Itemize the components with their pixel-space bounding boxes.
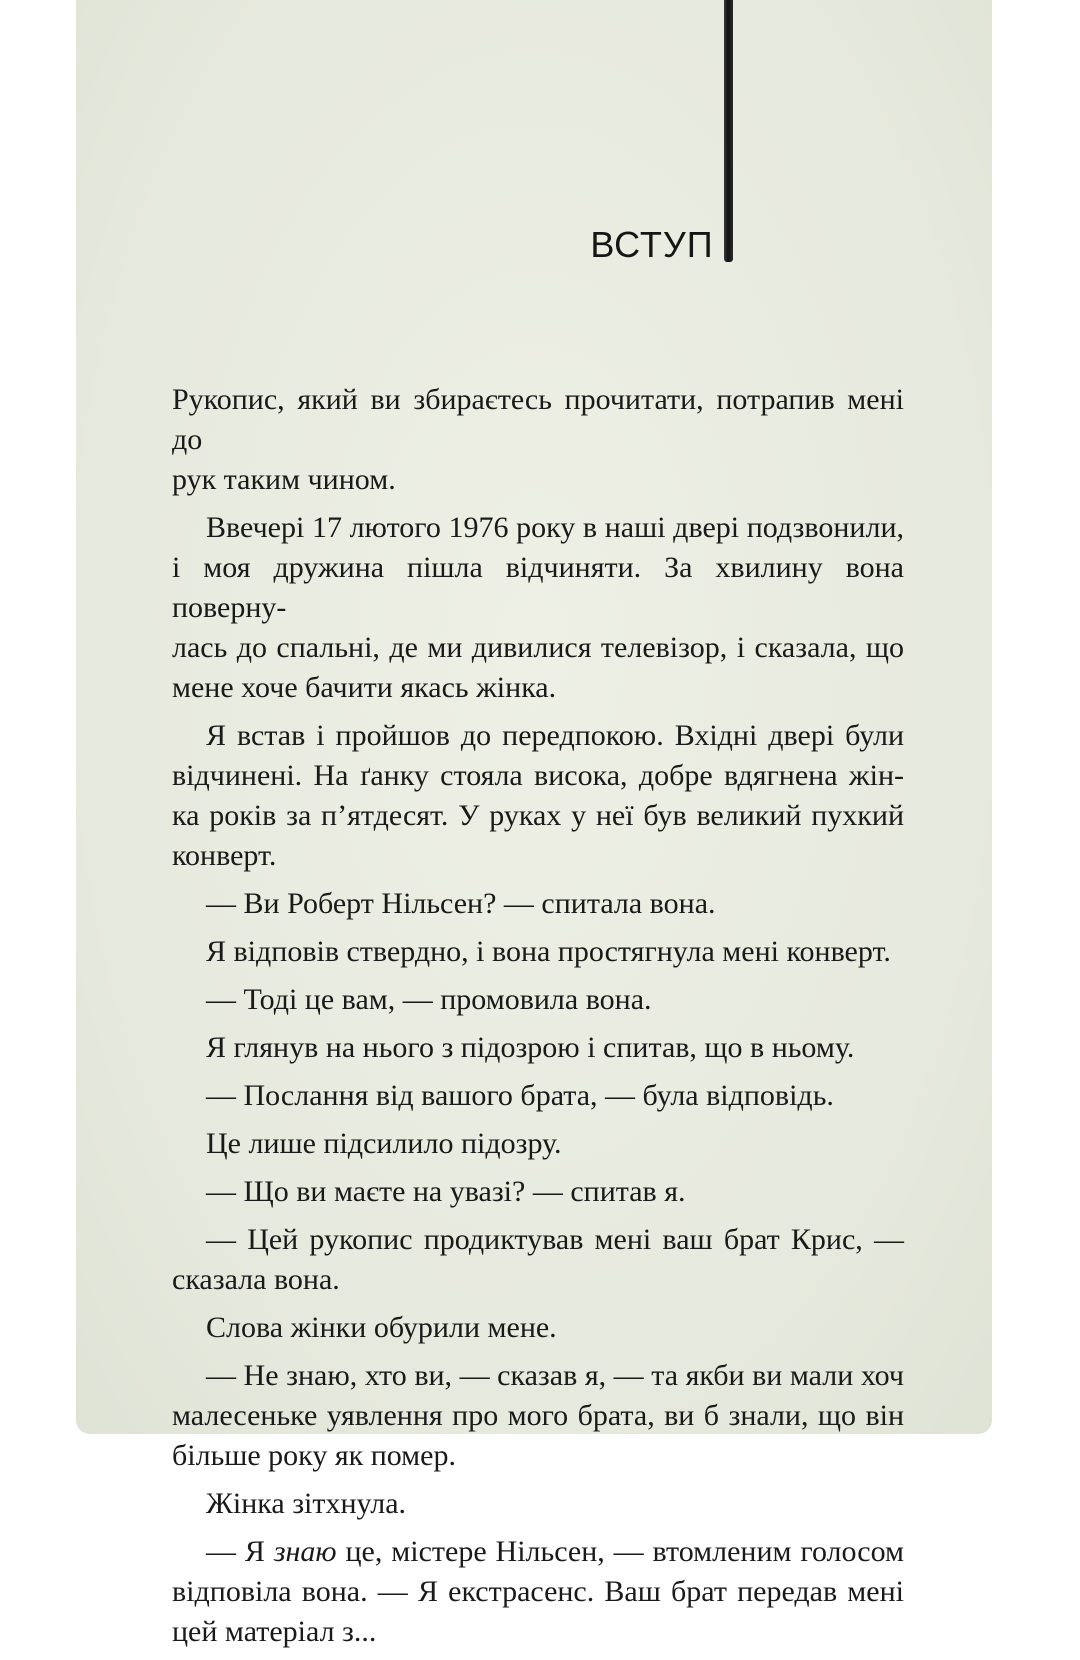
- text-fragment: — Я: [206, 1535, 274, 1568]
- text-line: Рукопис, який ви збираєтесь прочитати, потрапив мені до: [172, 383, 904, 456]
- paragraph: [172, 1220, 904, 1300]
- paragraph: [172, 1308, 904, 1348]
- text-line: Ввечері 17 лютого 1976 року в наші двері подзвонили,: [206, 511, 904, 544]
- paragraph: [172, 1356, 904, 1476]
- text-line: цей матеріал з...: [172, 1615, 377, 1648]
- text-line: Я відповів ствердно, і вона простягнула мені конверт.: [206, 935, 891, 968]
- paragraph: [172, 508, 904, 708]
- text-line: Я глянув на нього з підозрою і спитав, що в ньому.: [206, 1031, 855, 1064]
- text-line: сказала вона.: [172, 1263, 340, 1296]
- body-text: [172, 380, 904, 1660]
- text-line: — Ви Роберт Нільсен? — спитала вона.: [206, 887, 716, 920]
- bookmark-ribbon: [724, 0, 733, 262]
- text-line: і моя дружина пішла відчиняти. За хвилину вона поверну-: [172, 551, 904, 624]
- text-line: рук таким чином.: [172, 463, 396, 496]
- book-page: [76, 0, 992, 1648]
- text-line: малесеньке уявлення про мого брата, ви б знали, що він: [172, 1399, 904, 1432]
- text-line: — Цей рукопис продиктував мені ваш брат Крис, —: [206, 1223, 904, 1256]
- paragraph: [172, 1076, 904, 1116]
- text-line: Я встав і пройшов до передпокою. Вхідні двері були: [206, 719, 904, 752]
- text-line: — Послання від вашого брата, — була відповідь.: [206, 1079, 834, 1112]
- text-line: лась до спальні, де ми дивилися телевізор, і сказала, що: [172, 631, 904, 664]
- text-line: більше року як помер.: [172, 1439, 456, 1472]
- paragraph: [172, 716, 904, 876]
- paragraph: [172, 1028, 904, 1068]
- chapter-title: ВСТУП: [590, 224, 714, 265]
- paragraph: [172, 1484, 904, 1524]
- text-line: — Що ви маєте на увазі? — спитав я.: [206, 1175, 686, 1208]
- text-line: — Тоді це вам, — промовила вона.: [206, 983, 652, 1016]
- paragraph: [172, 1172, 904, 1212]
- paragraph: [172, 1532, 904, 1652]
- text-fragment: це, містере Нільсен, — втомленим голосом: [336, 1535, 904, 1568]
- text-line: Це лише підсилило підозру.: [206, 1127, 562, 1160]
- paragraph: [172, 1124, 904, 1164]
- emphasis-text: знаю: [273, 1535, 337, 1568]
- text-line: [172, 1532, 904, 1572]
- paragraph: [172, 932, 904, 972]
- text-line: відчинені. На ґанку стояла висока, добре вдягнена жін-: [172, 759, 904, 792]
- text-line: — Не знаю, хто ви, — сказав я, — та якби ви мали хоч: [206, 1359, 904, 1392]
- text-line: Слова жінки обурили мене.: [206, 1311, 557, 1344]
- text-line: мене хоче бачити якась жінка.: [172, 671, 557, 704]
- paragraph: [172, 380, 904, 500]
- text-line: Жінка зітхнула.: [206, 1487, 407, 1520]
- text-line: ка років за п’ятдесят. У руках у неї був великий пухкий: [172, 799, 904, 832]
- text-line: відповіла вона. — Я екстрасенс. Ваш брат передав мені: [172, 1575, 904, 1608]
- text-line: конверт.: [172, 839, 277, 872]
- paragraph: [172, 884, 904, 924]
- paragraph: [172, 980, 904, 1020]
